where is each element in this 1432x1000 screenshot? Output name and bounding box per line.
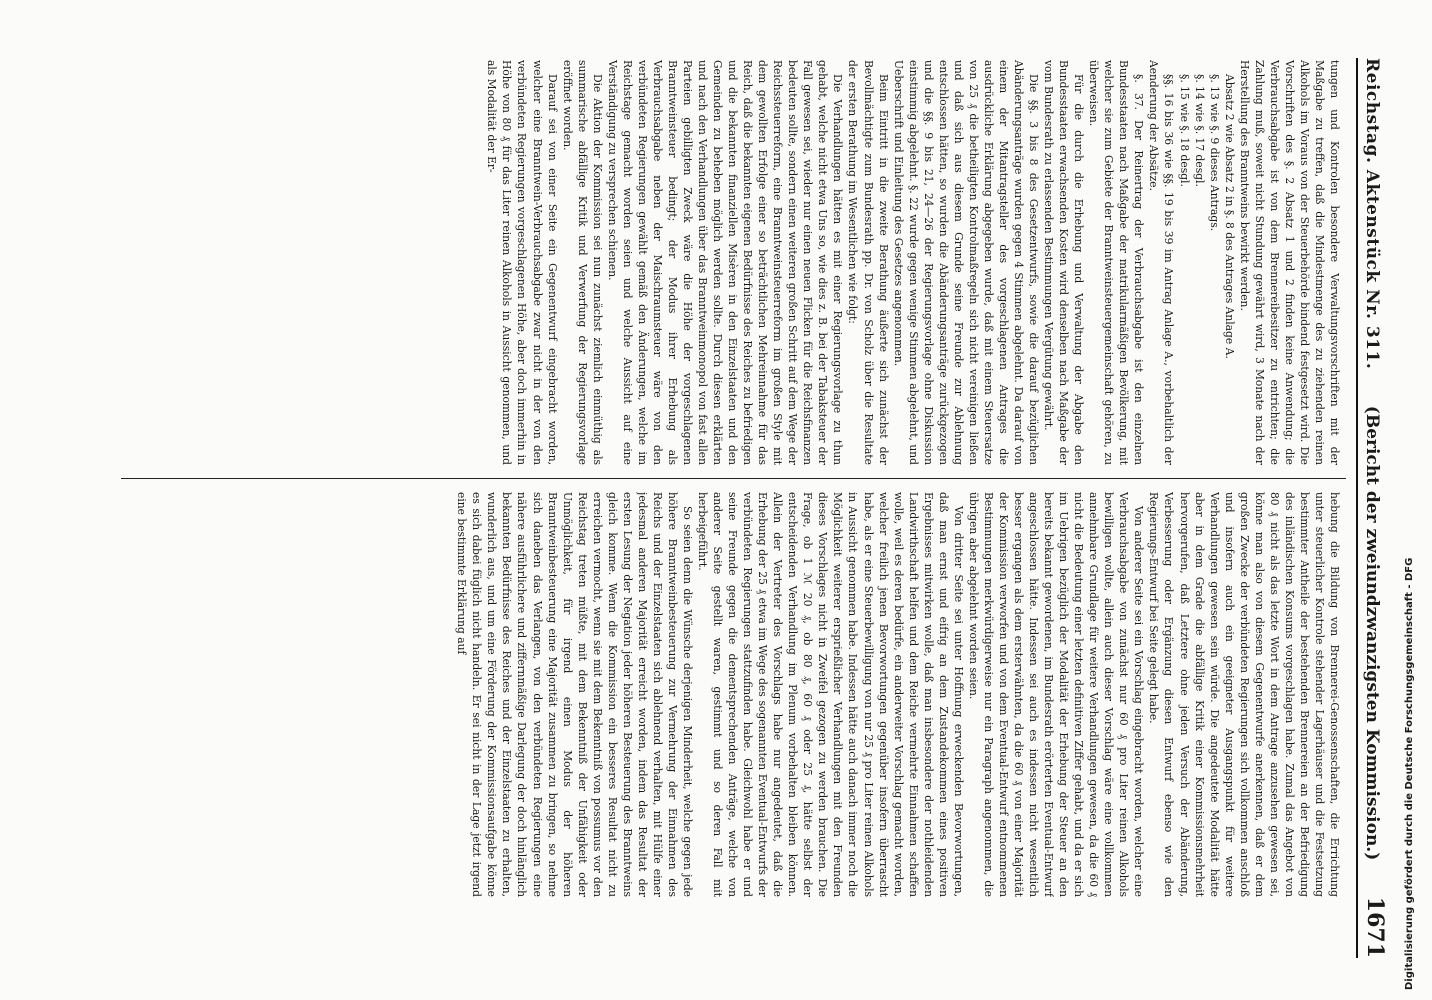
paragraph: Für die durch die Erhebung und Verwaltung der Abgabe den Bundesstaaten erwachsenden Kosten wird denselben nach Maßgabe der vom Bundesrath zu erlassenden Bestimmungen Vergütung gewährt. (1042, 60, 1086, 465)
paragraph: Von dritter Seite sei unter Hoffnung erweckenden Bevorwortungen, daß man ernst und eifrig an dem Zustandekommen eines positiven Ergebnisses mitwirken wolle, daß man insbesondere der nothleidenden Landwirthschaft helfen und dem Reiche vermehrte Einnahmen schaffen wolle, weil es deren bedürfe, ein anderweiter Vorschlag gemacht worden, welcher freilich jenen Bevorwortungen gegenüber insofern überrascht habe, als er eine Steuerbewilligung von nur 25 ₰ pro Liter reinen Alkohols in Aussicht genommen habe. Indessen hätte auch danach immer noch die Möglichkeit weiterer ersprießlicher Verhandlungen mit den Freunden dieses Vorschlages nicht in Zweifel gezogen zu werden brauchen. Die Frage, ob 1 ℳ 20 ₰, ob 80 ₰, 60 ₰ oder 25 ₰, hätte selbst der entscheidenden Verhandlung im Plenum vorbehalten bleiben können. Allein der Vertreter des Vorschlags habe nur angedeutet, daß die Erhebung der 25 ₰ etwa im Wege des sogenannten Eventual-Entwurfs der verbündeten Regierungen stattzufinden habe. Gleichwohl habe er und seine Freunde gegen die dementsprechenden Anträge, welche von anderer Seite gestellt waren, gestimmt und so deren Fall mit herbeigeführt. (696, 492, 965, 897)
paragraph: Die §§. 3 bis 8 des Gesetzentwurfs, sowie die darauf bezüglichen Abänderungsanträge wurden gegen 4 Stimmen abgelehnt. Da darauf von einem der Mitantragsteller des vorgeschlagenen Antrages die ausdrückliche Erklärung abgegeben wurde, daß mit einem Steuersatze von 25 ₰ die betheiligten Kontrolmaßregeln sich nicht vereinigen ließen und daß sich aus diesem Grunde seine Freunde zur Ablehnung entschlossen hätten, so wurden die Abänderungsanträge zurückgezogen und die §§. 9 bis 21, 24—26 der Regierungsvorlage ohne Diskussion einstimmig abgelehnt. §. 22 wurde gegen wenige Stimmen abgelehnt, und Ueberschrift und Einleitung des Gesetzes angenommen. (891, 60, 1041, 465)
paragraph: §. 15 wie §. 18 desgl. (1177, 74, 1191, 187)
text-column-right (117, 492, 1342, 897)
column-divider (121, 478, 1346, 479)
paragraph: §. 37. Der Reinertrag der Verbrauchsabgabe ist den einzelnen Bundesstaaten nach Maßgabe der matrikularmäßigen Bevölkerung, mit welcher sie zum Gebiete der Branntweinsteuergemeinschaft gehören, zu überweisen. (1087, 60, 1146, 465)
paragraph: Von anderer Seite sei ein Vorschlag eingebracht worden, welcher eine Verbrauchsabgabe von zunächst nur 60 ₰ pro Liter reinen Alkohols bewilligen wollte, allein auch dieser Vorschlag wäre eine vollkommen annehmbare Grundlage für weitere Verhandlungen gewesen, da die 60 ₰ nicht die Bedeutung einer letzten definitiven Ziffer gehabt, und da er sich im Uebrigen bezüglich der Modalität der Erhebung der Steuer an den bereits bekannt gewordenen, im Bundesrath erörterten Eventual-Entwurf angeschlossen hätte. Indessen sei auch es indessen nicht wesentlich besser ergangen als dem ersterwähnten, da die 60 ₰ von einer Majorität der Kommission verworfen und von dem Eventual-Entwurf entnommenen Bestimmungen merkwürdigerweise nur ein Paragraph angenommen, die übrigen aber abgelehnt worden seien. (966, 492, 1146, 897)
paragraph: hebung die Bildung von Brennerei-Genossenschaften, die Errichtung unter steuerlicher Kontrole stehender Lagerhäuser und die Festsetzung bestimmter Antheile der bestehenden Brennereien an der Befriedigung des inländischen Konsums vorgeschlagen habe. Zumal das Angebot von 80 ₰ nicht als das letzte Wort in dem Antrage anzusehen gewesen sei, könne man also von diesem Gegenentwurfe anerkennen, daß er dem großen Zwecke der verbündeten Regierungen sich vollkommen anschloß und insofern auch ein geeigneter Ausgangspunkt für weitere Verhandlungen gewesen sein würde. Die angedeutete Modalität hätte aber in dem Grade die abfällige Kritik einer Kommissionsmehrheit hervorgerufen, daß Letztere ohne jeden Versuch der Abänderung, Verbesserung oder Ergänzung diesen Entwurf ebenso wie den Regierungs-Entwurf bei Seite gelegt habe. (1147, 492, 1341, 897)
paragraph: Beim Eintritt in die zweite Berathung äußerte sich zunächst der Bevollmächtigte zum Bundesrath pp. Dr. von Scholz über die Resultate der ersten Berathung im Wesentlichen wie folgt: (846, 60, 890, 465)
header-title: Reichstag. Aktenstück Nr. 311. (1362, 58, 1382, 370)
paragraph: Darauf sei von einer Seite ein Gegenentwurf eingebracht worden, welcher eine Branntwein-Verbrauchsabgabe zwar nicht in der von den verbündeten Regierungen vorgeschlagenen Höhe, aber doch immerhin in Höhe von 80 ₰ für das Liter reinen Alkohols in Aussicht genommen, und als Modalität der Er- (485, 60, 559, 465)
paragraph: Die Verhandlungen hätten es mit einer Regierungsvorlage zu thun gehabt, welche nicht etwa Uns so, wie dies z. B. bei der Tabaksteuer der Fall gewesen sei, wieder nur einen neuen Flicken für die Reichsfinanzen bedeuten sollte, sondern einen weiteren großen Schritt auf dem Wege der Reichssteuerreform, eine Branntweinsteuerreform im großen Style mit dem gewollten Erfolge einer so beträchtlichen Mehreinnahme für das Reich, daß die bekannten eigenen Bedürfnisse des Reiches zu befriedigen und die bekannten finanziellen Misèren in den Einzelstaaten und den Gemeinden zu beheben möglich werden sollte. Durch diesen erklärten und nach den Verhandlungen über das Branntweinmonopol von fast allen Parteien gebilligten Zweck wäre die Höhe der vorgeschlagenen Branntweinsteuer bedingt; der Modus ihrer Erhebung als Verbrauchsabgabe neben der Maischraumsteuer wäre von den verbündeten Regierungen gewählt gemäß den Änderungen, welche im Reichstage gemacht worden seien und welche Aussicht auf eine Verständigung zu versprechen schienen. (605, 60, 845, 465)
paragraph: tungen und Kontrolen besondere Verwaltungsvorschriften mit der Maßgabe zu treffen, daß die Mindestmenge des zu ziehenden reinen Alkohols im Voraus von der Steuerbehörde bindend festgesetzt wird. Die Vorschriften des §. 2 Absatz 1 und 2 finden keine Anwendung; die Verbrauchsabgabe ist von dem Brennereibesitzer zu entrichten; die Zahlung muß, soweit nicht Stundung gewährt wird, 3 Monate nach der Herstellung des Branntweins bewirkt werden. (1237, 60, 1341, 465)
paragraph: §. 13 wie §. 9 dieses Antrags. (1207, 74, 1221, 232)
paragraph: §§. 16 bis 36 wie §§. 19 bis 39 im Antrag Anlage A., vorbehaltlich der Aenderung der Absätze. (1147, 60, 1176, 465)
paragraph: §. 14 wie §. 17 desgl. (1192, 74, 1206, 187)
page-header (1356, 58, 1406, 958)
dfg-stamp: Digitalisierung gefördert durch die Deutsche Forschungsgemeinschaft - DFG (1404, 557, 1415, 990)
text-column-left (117, 60, 1342, 465)
page-number: 1671 (1362, 896, 1388, 958)
paragraph: Absatz 2 wie Absatz 2 in §. 8 des Antrages Anlage A. (1222, 74, 1236, 359)
paragraph: Die Aktion der Kommission sei nun zunächst ziemlich einmüthig als summarische abfällige Kritik und Verwerfung der Regierungsvorlage eröffnet worden. (560, 60, 604, 465)
paragraph: So seien denn die Wünsche derjenigen Minderheit, welche gegen jede höhere Branntweinbesteuerung zur Vermehrung der Einnahmen des Reichs und der Einzelstaaten sich ablehnend verhalten, mit Hülfe einer jedesmal anderen Majorität erreicht worden, indem das Resultat der ersten Lesung der Negation jeder höheren Besteuerung des Branntweins gleich komme. Wenn die Kommission ein besseres Resultat nicht zu erreichen vermocht, wenn sie mit dem Bekenntniß von possumus vor den Reichstag treten müßte, mit dem Bekenntniß der Unfähigkeit oder Unmöglichkeit, für irgend einen Modus der höheren Branntweinbesteuerung eine Majorität zusammen zu bringen, so nehme sich daneben das Verlangen, von den verbündeten Regierungen eine nähere ausführlichere und ziffernmäßige Darlegung der doch hinlänglich bekannten Bedürfnisse des Reiches und der Einzelstaaten zu erhalten, wunderlich aus, und um eine Förderung der Kommissionsaufgabe könne es sich dabei füglich nicht handeln. Er sei nicht in der Lage jetzt irgend eine bestimmte Erklärung auf (455, 492, 694, 897)
header-subtitle: (Bericht der zweiundzwanzigsten Kommission.) (1362, 405, 1382, 861)
